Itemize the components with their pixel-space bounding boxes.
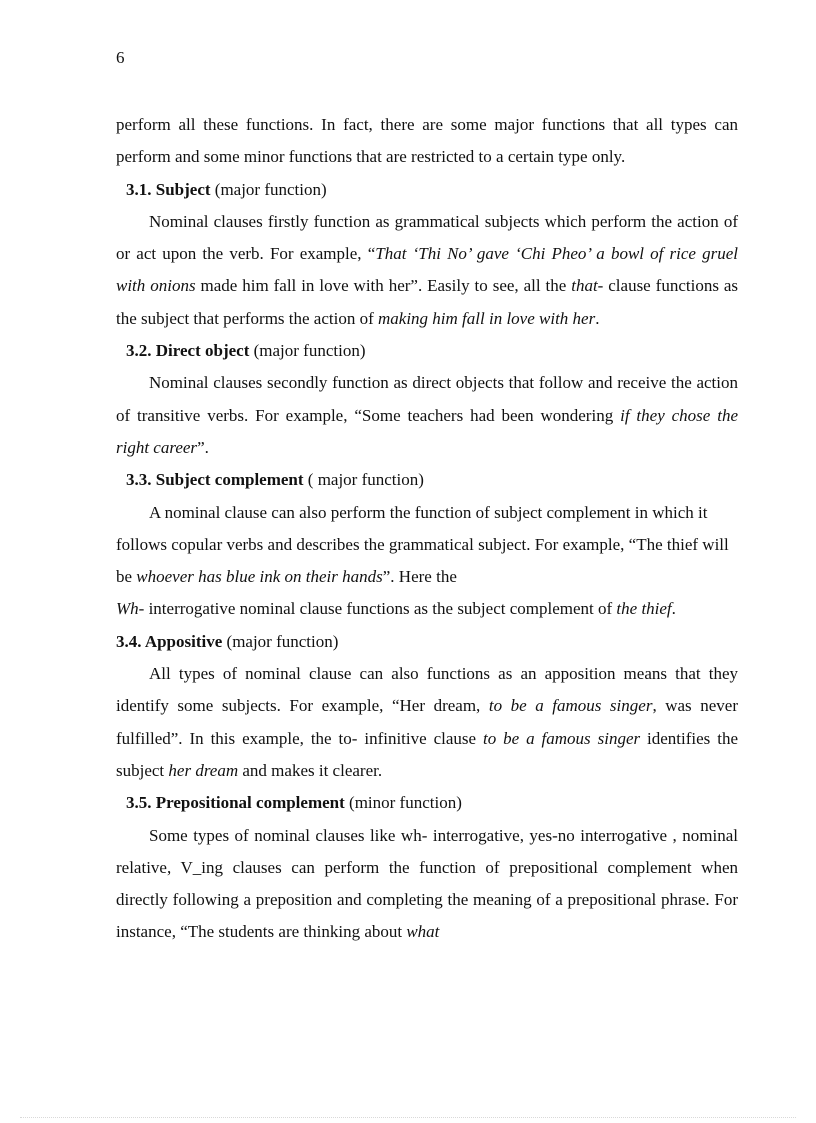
direct-object-paragraph: Nominal clauses secondly function as direct objects that follow and receive the action of transitive verbs. For example, “Some teachers had been wondering if they chose the right career”. — [116, 373, 738, 457]
prepositional-complement-paragraph: Some types of nominal clauses like wh- interrogative, yes-no interrogative , nominal relative, V_ing clauses can perform the function of prepositional complement when directly following a preposition and completing the meaning of a prepositional phrase. For instance, “The students are thinking about what — [116, 825, 738, 942]
subject-paragraph: Nominal clauses firstly function as grammatical subjects which perform the action of or act upon the verb. For example, “That ‘Thi No’ gave ‘Chi Pheo’ a bowl of rice gruel with onions made him fall in love with her”. Easily to see, all the that- clause functions as the subject that performs the action of making him fall in love with her. — [116, 211, 739, 328]
section-heading-appositive: 3.4. Appositive (major function) — [116, 631, 339, 651]
subject-complement-paragraph: A nominal clause can also perform the function of subject complement in which it follows copular verbs and describes the grammatical subject. For example, “The thief will be whoever has blue ink on their hands”. Here the — [116, 502, 729, 587]
subject-complement-continuation: Wh- interrogative nominal clause functions as the subject complement of the thief. — [116, 599, 676, 619]
document-body — [116, 109, 738, 949]
section-heading-prepositional-complement: 3.5. Prepositional complement (minor function) — [126, 793, 462, 813]
section-heading-subject-complement: 3.3. Subject complement ( major function) — [126, 470, 424, 490]
page-number: 6 — [116, 48, 125, 67]
section-heading-direct-object: 3.2. Direct object (major function) — [126, 341, 366, 361]
appositive-paragraph: All types of nominal clause can also functions as an apposition means that they identify some subjects. For example, “Her dream, to be a famous singer, was never fulfilled”. In this example, the to- infinitive clause to be a famous singer identifies the subject her dream and makes it clearer. — [116, 664, 738, 780]
page-bottom-divider — [20, 1117, 796, 1118]
intro-paragraph: perform all these functions. In fact, there are some major functions that all types can perform and some minor functions that are restricted to a certain type only. — [116, 115, 738, 167]
section-heading-subject: 3.1. Subject (major function) — [126, 179, 327, 199]
